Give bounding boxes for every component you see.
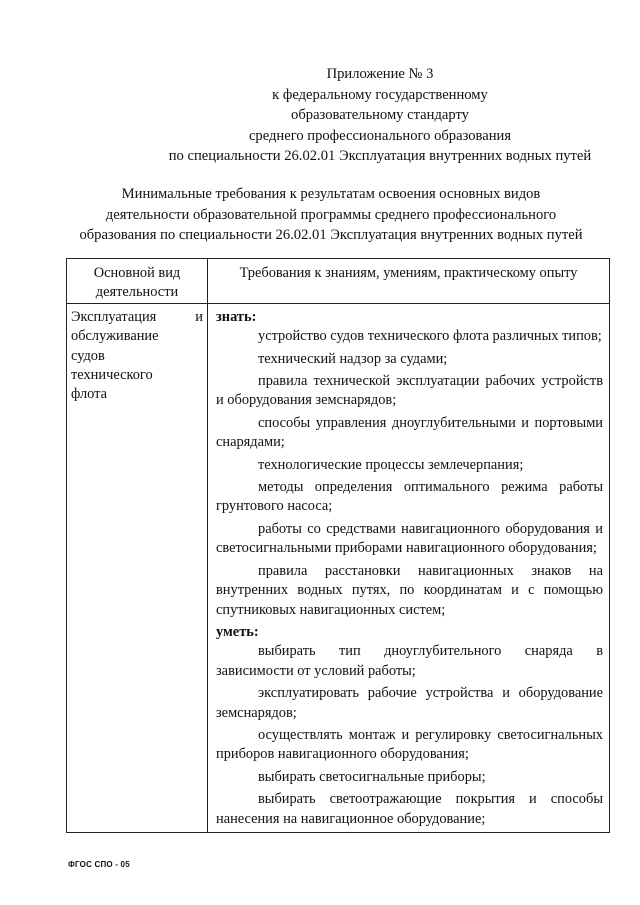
list-item: методы определения оптимального режима работы грунтового насоса;: [216, 479, 603, 515]
footer-code: ФГОС СПО - 05: [68, 860, 130, 869]
column-header-requirements: Требования к знаниям, умениям, практическому опыту: [208, 259, 610, 304]
activity-cell: [67, 303, 208, 832]
list-item: выбирать светосигнальные приборы;: [258, 768, 486, 785]
list-item: выбирать тип дноуглубительного снаряда в зависимости от условий работы;: [216, 643, 603, 679]
list-item: выбирать светоотражающие покрытия и способы нанесения на навигационное оборудование;: [216, 791, 603, 827]
table-header-row: [67, 259, 610, 304]
column-header-activity: Основной вид деятельности: [67, 259, 208, 304]
title-line: образования по специальности 26.02.01 Эксплуатация внутренних водных путей: [79, 227, 583, 243]
list-item: устройство судов технического флота различных типов;: [258, 328, 602, 345]
list-item: технологические процессы землечерпания;: [258, 456, 524, 473]
header-line: среднего профессионального образования: [248, 127, 512, 144]
header-line: образовательному стандарту: [291, 107, 469, 123]
list-item: правила технической эксплуатации рабочих устройств и оборудования земснарядов;: [216, 373, 603, 409]
list-item: работы со средствами навигационного оборудования и светосигнальными приборами навигационного оборудования;: [216, 520, 603, 557]
requirements-cell: [208, 303, 610, 832]
activity-first-line: [71, 308, 203, 327]
document-title: [44, 184, 618, 246]
activity-text: обслуживание судов технического флота: [71, 328, 159, 403]
appendix-number: Приложение № 3: [326, 66, 434, 82]
title-line: Минимальные требования к результатам освоения основных видов: [121, 186, 541, 202]
requirements-table: [66, 258, 610, 833]
list-item: способы управления дноуглубительными и портовыми снарядами;: [216, 414, 603, 451]
document-header: [150, 64, 610, 167]
activity-word: и: [195, 308, 203, 325]
header-line: к федеральному государственному: [272, 86, 488, 103]
know-label: знать:: [216, 308, 257, 325]
activity-word: Эксплуатация: [71, 308, 157, 325]
list-item: эксплуатировать рабочие устройства и оборудование земснарядов;: [216, 685, 603, 721]
header-specialty: по специальности 26.02.01 Эксплуатация внутренних водных путей: [168, 148, 592, 164]
list-item: правила расстановки навигационных знаков на внутренних водных путях, по координатам и с помощью спутниковых навигационных систем;: [216, 562, 603, 618]
table-row: [67, 303, 610, 832]
list-item: технический надзор за судами;: [258, 350, 448, 367]
skills-label: уметь:: [216, 623, 259, 640]
list-item: осуществлять монтаж и регулировку светосигнальных приборов навигационного оборудования;: [216, 726, 603, 763]
title-line: деятельности образовательной программы среднего профессионального: [105, 206, 557, 223]
